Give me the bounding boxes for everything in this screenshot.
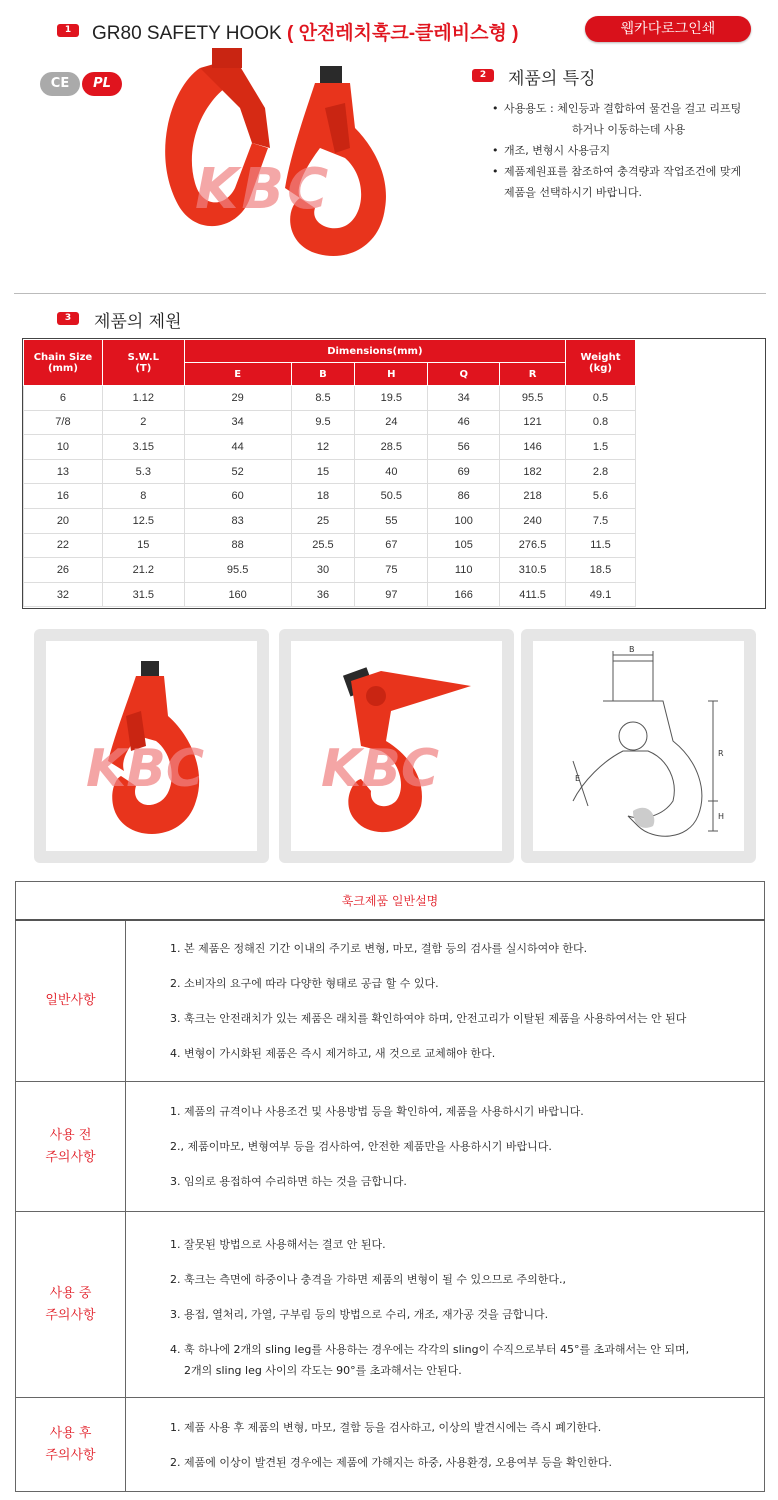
spec-cell: 1.5 — [566, 435, 636, 460]
spec-cell: 105 — [428, 533, 500, 558]
spec-row — [24, 508, 636, 533]
pl-mark-icon: PL — [82, 72, 122, 96]
notes-items — [126, 920, 765, 1082]
spec-cell: 29 — [184, 386, 291, 411]
spec-cell: 12 — [291, 435, 355, 460]
notes-title: 훅크제품 일반설명 — [16, 882, 765, 920]
specs-title: 제품의 제원 — [94, 312, 182, 332]
dim-label-b: B — [629, 645, 635, 654]
feature-item: • 사용용도 : 체인등과 결합하여 물건을 걸고 리프팅 하거나 이동하는데 사용 — [492, 98, 772, 140]
spec-cell: 26 — [24, 558, 103, 583]
note-item: 2. 제품에 이상이 발견된 경우에는 제품에 가해지는 하중, 사용환경, 오용여부 등을 확인한다. — [170, 1455, 612, 1469]
spec-cell: 25.5 — [291, 533, 355, 558]
spec-cell: 3.15 — [102, 435, 184, 460]
spec-cell: 31.5 — [102, 582, 184, 607]
spec-cell: 21.2 — [102, 558, 184, 583]
spec-cell: 20 — [24, 508, 103, 533]
kbc-watermark: KBC — [195, 157, 332, 222]
note-item: 1. 본 제품은 정해진 기간 이내의 주기로 변형, 마모, 결함 등의 검사를 실시하여야 한다. — [170, 941, 588, 955]
spec-row — [24, 410, 636, 435]
spec-cell: 13 — [24, 459, 103, 484]
note-item: 2. 훅크는 측면에 하중이나 충격을 가하면 제품의 변형이 될 수 있으므로 주의한다., — [170, 1272, 566, 1286]
spec-cell: 310.5 — [500, 558, 566, 583]
section-badge-3: 3 — [57, 312, 79, 325]
spec-cell: 182 — [500, 459, 566, 484]
spec-cell: 7.5 — [566, 508, 636, 533]
col-r: R — [500, 363, 566, 386]
web-catalog-print-button[interactable]: 웹카다로그인쇄 — [585, 16, 751, 42]
spec-cell: 121 — [500, 410, 566, 435]
note-item-continuation: 2개의 sling leg 사이의 각도는 90°를 초과해서는 안된다. — [184, 1363, 462, 1377]
spec-cell: 10 — [24, 435, 103, 460]
page-title-korean: ( 안전레치훅크-클레비스형 ) — [286, 23, 519, 44]
photo-frame-1 — [34, 629, 269, 863]
spec-cell: 100 — [428, 508, 500, 533]
dim-label-r: R — [718, 749, 724, 758]
note-item: 1. 제품의 규격이나 사용조건 및 사용방법 등을 확인하여, 제품을 사용하시기 바랍니다. — [170, 1105, 584, 1118]
spec-cell: 1.12 — [102, 386, 184, 411]
spec-cell: 95.5 — [500, 386, 566, 411]
spec-cell: 52 — [184, 459, 291, 484]
spec-cell: 24 — [355, 410, 428, 435]
spec-cell: 50.5 — [355, 484, 428, 509]
notes-items — [126, 1082, 765, 1212]
note-item: 4. 변형이 가시화된 제품은 즉시 제거하고, 새 것으로 교체해야 한다. — [170, 1046, 496, 1060]
section-badge-2: 2 — [472, 69, 494, 82]
hook-dimension-diagram — [533, 641, 744, 851]
spec-cell: 8 — [102, 484, 184, 509]
note-item: 2., 제품이마모, 변형여부 등을 검사하여, 안전한 제품만을 사용하시기 바랍니다. — [170, 1140, 552, 1153]
spec-row — [24, 558, 636, 583]
spec-cell: 2.8 — [566, 459, 636, 484]
spec-cell: 60 — [184, 484, 291, 509]
hook-photo-open — [291, 641, 502, 851]
hook-product-photo — [140, 48, 430, 288]
spec-cell: 15 — [291, 459, 355, 484]
photo-frame-2 — [279, 629, 514, 863]
spec-cell: 240 — [500, 508, 566, 533]
col-h: H — [355, 363, 428, 386]
spec-cell: 166 — [428, 582, 500, 607]
spec-cell: 15 — [102, 533, 184, 558]
spec-cell: 25 — [291, 508, 355, 533]
page-title — [92, 18, 518, 45]
spec-cell: 5.6 — [566, 484, 636, 509]
hook-photo-front — [46, 641, 257, 851]
notes-category: 사용 중 주의사항 — [16, 1212, 126, 1398]
col-chain-size: Chain Size (mm) — [24, 340, 103, 386]
spec-cell: 34 — [428, 386, 500, 411]
note-item: 1. 잘못된 방법으로 사용해서는 결코 안 된다. — [170, 1237, 386, 1251]
spec-cell: 30 — [291, 558, 355, 583]
spec-row — [24, 386, 636, 411]
spec-cell: 160 — [184, 582, 291, 607]
spec-cell: 11.5 — [566, 533, 636, 558]
section-badge-1: 1 — [57, 24, 79, 37]
spec-cell: 146 — [500, 435, 566, 460]
spec-cell: 8.5 — [291, 386, 355, 411]
ce-mark-icon: CE — [40, 72, 80, 96]
note-item: 3. 훅크는 안전래치가 있는 제품은 래치를 확인하여야 하며, 안전고리가 이탈된 제품을 사용하여서는 안 된다 — [170, 1011, 687, 1025]
spec-cell: 46 — [428, 410, 500, 435]
spec-cell: 55 — [355, 508, 428, 533]
divider — [14, 293, 766, 294]
col-weight: Weight (kg) — [566, 340, 636, 386]
dim-label-h: H — [718, 812, 725, 821]
col-swl: S.W.L (T) — [102, 340, 184, 386]
spec-cell: 276.5 — [500, 533, 566, 558]
notes-items — [126, 1398, 765, 1492]
spec-row — [24, 435, 636, 460]
spec-table — [23, 339, 636, 607]
kbc-watermark: KBC — [321, 739, 440, 799]
note-item: 1. 제품 사용 후 제품의 변형, 마모, 결함 등을 검사하고, 이상의 발견시에는 즉시 폐기한다. — [170, 1420, 602, 1434]
spec-cell: 67 — [355, 533, 428, 558]
spec-cell: 5.3 — [102, 459, 184, 484]
spec-row — [24, 484, 636, 509]
spec-cell: 36 — [291, 582, 355, 607]
spec-cell: 18 — [291, 484, 355, 509]
col-dimensions: Dimensions(mm) — [184, 340, 565, 363]
spec-cell: 32 — [24, 582, 103, 607]
spec-cell: 44 — [184, 435, 291, 460]
spec-cell: 86 — [428, 484, 500, 509]
note-item: 2. 소비자의 요구에 따라 다양한 형태로 공급 할 수 있다. — [170, 976, 439, 990]
note-item: 3. 용접, 열처리, 가열, 구부림 등의 방법으로 수리, 개조, 재가공 것을 금합니다. — [170, 1307, 549, 1321]
spec-cell: 97 — [355, 582, 428, 607]
spec-cell: 6 — [24, 386, 103, 411]
notes-category: 사용 후 주의사항 — [16, 1398, 126, 1492]
notes-table — [15, 881, 765, 1492]
spec-cell: 218 — [500, 484, 566, 509]
spec-cell: 2 — [102, 410, 184, 435]
notes-category: 일반사항 — [16, 920, 126, 1082]
spec-cell: 12.5 — [102, 508, 184, 533]
features-title: 제품의 특징 — [508, 69, 596, 89]
spec-cell: 411.5 — [500, 582, 566, 607]
spec-row — [24, 582, 636, 607]
spec-row — [24, 533, 636, 558]
spec-cell: 49.1 — [566, 582, 636, 607]
spec-cell: 22 — [24, 533, 103, 558]
spec-cell: 34 — [184, 410, 291, 435]
spec-cell: 56 — [428, 435, 500, 460]
features-list — [492, 98, 772, 203]
col-b: B — [291, 363, 355, 386]
spec-cell: 7/8 — [24, 410, 103, 435]
kbc-watermark: KBC — [86, 739, 205, 799]
col-e: E — [184, 363, 291, 386]
spec-cell: 9.5 — [291, 410, 355, 435]
page-title-text: GR80 SAFETY HOOK — [92, 23, 282, 44]
feature-item: • 개조, 변형시 사용금지 — [492, 140, 772, 161]
spec-cell: 19.5 — [355, 386, 428, 411]
spec-cell: 16 — [24, 484, 103, 509]
photo-frame-3 — [521, 629, 756, 863]
spec-cell: 69 — [428, 459, 500, 484]
dim-label-e: E — [575, 774, 581, 783]
spec-cell: 110 — [428, 558, 500, 583]
spec-cell: 28.5 — [355, 435, 428, 460]
spec-cell: 0.5 — [566, 386, 636, 411]
spec-cell: 95.5 — [184, 558, 291, 583]
note-item: 4. 훅 하나에 2개의 sling leg를 사용하는 경우에는 각각의 sling이 수직으로부터 45°를 초과해서는 안 되며, — [170, 1342, 690, 1356]
spec-cell: 83 — [184, 508, 291, 533]
note-item: 3. 임의로 용접하여 수리하면 하는 것을 금합니다. — [170, 1175, 407, 1188]
feature-item: • 제품제원표를 참조하여 충격량과 작업조건에 맞게 제품을 선택하시기 바랍니다. — [492, 161, 772, 203]
spec-row — [24, 459, 636, 484]
spec-cell: 40 — [355, 459, 428, 484]
spec-table-frame — [22, 338, 766, 609]
spec-cell: 88 — [184, 533, 291, 558]
col-q: Q — [428, 363, 500, 386]
spec-cell: 0.8 — [566, 410, 636, 435]
spec-cell: 18.5 — [566, 558, 636, 583]
notes-category: 사용 전 주의사항 — [16, 1082, 126, 1212]
spec-cell: 75 — [355, 558, 428, 583]
notes-items — [126, 1212, 765, 1398]
